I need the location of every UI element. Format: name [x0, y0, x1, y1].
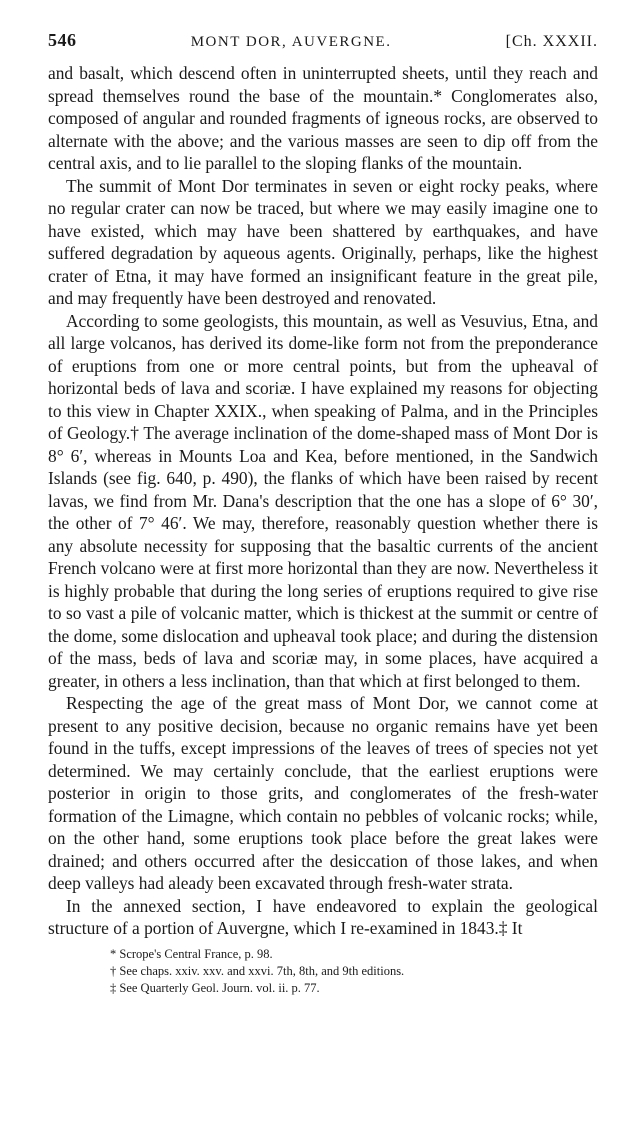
- paragraph-section: In the annexed section, I have endeavored to explain the geological structure of a portion of Auvergne, which I re-examined in 1843.‡ It: [48, 895, 598, 938]
- footnote: ‡ See Quarterly Geol. Journ. vol. ii. p. 77.: [110, 980, 320, 995]
- paragraph-summit: The summit of Mont Dor terminates in seven or eight rocky peaks, where no regular crater can now be traced, but where we may easily imagine one to have existed, which may have been shattered by earthquakes, and have suffered degradation by aqueous agents. Originally, perhaps, like the highest crater of Etna, it may have formed an insignificant feature in the great pile, and may frequently have been destroyed and renovated.: [48, 175, 598, 308]
- chapter-label: [Ch. XXXII.: [505, 33, 598, 50]
- footnote: † See chaps. xxiv. xxv. and xxvi. 7th, 8th, and 9th editions.: [110, 963, 405, 978]
- running-title: MONT DOR, AUVERGNE.: [190, 34, 392, 50]
- paragraph-age: Respecting the age of the great mass of Mont Dor, we cannot come at present to any positive decision, because no organic remains have yet been found in the tuffs, except impressions of the leaves of trees of species not yet determined. We may certainly conclude, that the earliest eruptions were posterior in origin to those grits, and conglomerates of the fresh-water formation of the Limagne, which contain no pebbles of volcanic rocks; while, on the other hand, some eruptions took place before the great lakes were drained; and others occurred after the desiccation of those lakes, and when deep valleys had aleady been excavated through fresh-water strata.: [48, 693, 598, 893]
- body-text: [48, 62, 598, 940]
- footnote: * Scrope's Central France, p. 98.: [110, 946, 273, 961]
- page-number: 546: [48, 30, 77, 50]
- paragraph-continued: and basalt, which descend often in uninterrupted sheets, until they reach and spread themselves round the base of the mountain.* Conglomerates also, composed of angular and rounded fragments of igneous rocks, are observed to alternate with the above; and the various masses are seen to dip off from the central axis, and to lie parallel to the sloping flanks of the mountain.: [48, 63, 598, 173]
- paragraph-dome-theory: According to some geologists, this mountain, as well as Vesuvius, Etna, and all large volcanos, has derived its dome-like form not from the preponderance of eruptions from one or more central points, but from the upheaval of horizontal beds of lava and scoriæ. I have explained my reasons for objecting to this view in Chapter XXIX., when speaking of Palma, and in the Principles of Geology.† The average inclination of the dome-shaped mass of Mont Dor is 8° 6′, whereas in Mounts Loa and Kea, before mentioned, in the Sandwich Islands (see fig. 640, p. 490), the flanks of which have been raised by recent lavas, we find from Mr. Dana's description that the one has a slope of 6° 30′, the other of 7° 46′. We may, therefore, reasonably question whether there is any absolute necessity for supposing that the basaltic currents of the ancient French volcano were at first more horizontal than they are now. Nevertheless it is highly probable that during the long series of eruptions required to give rise to so vast a pile of volcanic matter, which is thickest at the summit or centre of the dome, some dislocation and upheaval took place; and during the distension of the mass, beds of lava and scoriæ may, in some places, have acquired a greater, in others a less inclination, than that which at first belonged to them.: [48, 310, 598, 691]
- footnotes: [48, 946, 598, 997]
- book-page: [48, 30, 598, 997]
- page-header: [48, 30, 598, 60]
